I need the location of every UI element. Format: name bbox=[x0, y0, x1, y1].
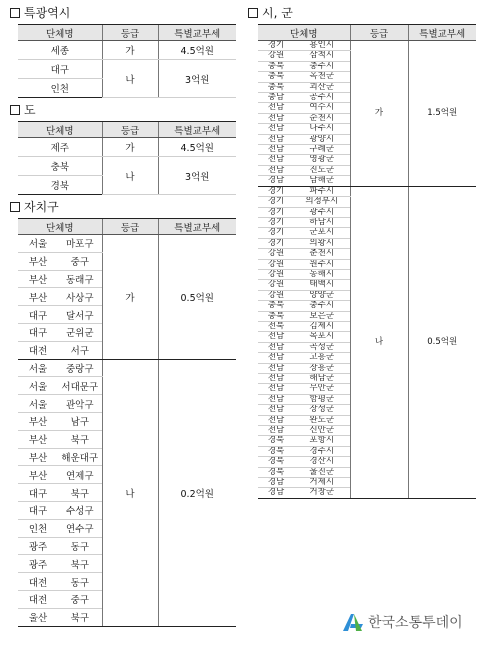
cell-grade: 나 bbox=[102, 60, 158, 98]
cell-unit: 거제시 bbox=[294, 478, 350, 488]
cell-unit: 마포구 bbox=[58, 235, 102, 253]
col-header-tax: 특별교부세 bbox=[158, 219, 236, 235]
cell-region: 경남 bbox=[258, 478, 294, 488]
cell-region: 전남 bbox=[258, 384, 294, 394]
cell-region: 경남 bbox=[258, 488, 294, 498]
cell-region: 전남 bbox=[258, 332, 294, 342]
section-title-city bbox=[248, 6, 293, 20]
section-title-district bbox=[10, 200, 59, 214]
checkbox-icon bbox=[10, 105, 20, 115]
cell-unit: 무안군 bbox=[294, 384, 350, 394]
cell-grade: 나 bbox=[350, 186, 408, 498]
cell-unit: 의정부시 bbox=[294, 197, 350, 207]
cell-unit: 충주시 bbox=[294, 61, 350, 71]
cell-unit: 곡성군 bbox=[294, 342, 350, 352]
cell-region: 대전 bbox=[18, 590, 58, 608]
cell-region: 전남 bbox=[258, 405, 294, 415]
cell-region: 충북 bbox=[258, 301, 294, 311]
cell-unit: 경주시 bbox=[294, 446, 350, 456]
cell-unit: 북구 bbox=[58, 555, 102, 573]
cell-unit: 동구 bbox=[58, 573, 102, 591]
cell-tax: 3억원 bbox=[158, 60, 236, 98]
cell-region: 경북 bbox=[258, 467, 294, 477]
header-row bbox=[18, 219, 236, 235]
cell-unit: 수성구 bbox=[58, 501, 102, 519]
cell-unit: 거창군 bbox=[294, 488, 350, 498]
col-header-tax: 특별교부세 bbox=[158, 122, 236, 138]
cell-name: 제주 bbox=[18, 138, 102, 157]
section-title-text: 시, 군 bbox=[262, 6, 293, 20]
col-header-tax: 특별교부세 bbox=[158, 25, 236, 41]
cell-region: 강원 bbox=[258, 249, 294, 259]
col-header-name: 단체명 bbox=[258, 25, 350, 41]
cell-unit: 달서구 bbox=[58, 306, 102, 324]
cell-region: 전남 bbox=[258, 353, 294, 363]
table-row bbox=[18, 41, 236, 60]
cell-region: 부산 bbox=[18, 288, 58, 306]
cell-unit: 해운대구 bbox=[58, 448, 102, 466]
cell-unit: 연수구 bbox=[58, 519, 102, 537]
district-table bbox=[18, 218, 236, 627]
cell-unit: 용인시 bbox=[294, 41, 350, 51]
col-header-grade: 등급 bbox=[102, 122, 158, 138]
cell-unit: 중구 bbox=[58, 590, 102, 608]
cell-unit: 보은군 bbox=[294, 311, 350, 321]
cell-region: 경북 bbox=[258, 446, 294, 456]
cell-unit: 영광군 bbox=[294, 155, 350, 165]
cell-unit: 춘천시 bbox=[294, 249, 350, 259]
cell-unit: 옥천군 bbox=[294, 72, 350, 82]
col-header-grade: 등급 bbox=[102, 25, 158, 41]
metro-table bbox=[18, 24, 236, 98]
table-row bbox=[18, 359, 236, 377]
cell-region: 강원 bbox=[258, 269, 294, 279]
header-row bbox=[18, 122, 236, 138]
cell-unit: 완도군 bbox=[294, 415, 350, 425]
cell-unit: 광양시 bbox=[294, 134, 350, 144]
cell-name: 대구 bbox=[18, 60, 102, 79]
cell-unit: 중랑구 bbox=[58, 359, 102, 377]
cell-tax: 1.5억원 bbox=[408, 41, 476, 187]
cell-region: 충북 bbox=[258, 311, 294, 321]
city-table bbox=[258, 24, 476, 499]
cell-grade: 가 bbox=[102, 41, 158, 60]
checkbox-icon bbox=[248, 8, 258, 18]
cell-region: 전남 bbox=[258, 103, 294, 113]
watermark-text: 한국소통투데이 bbox=[368, 615, 463, 631]
cell-unit: 목포시 bbox=[294, 332, 350, 342]
cell-region: 전남 bbox=[258, 124, 294, 134]
cell-region: 서울 bbox=[18, 235, 58, 253]
cell-unit: 남구 bbox=[58, 412, 102, 430]
cell-region: 경기 bbox=[258, 238, 294, 248]
cell-unit: 관악구 bbox=[58, 395, 102, 413]
table-row bbox=[18, 138, 236, 157]
col-header-grade: 등급 bbox=[350, 25, 408, 41]
cell-region: 부산 bbox=[18, 430, 58, 448]
section-title-province bbox=[10, 103, 36, 117]
cell-unit: 함평군 bbox=[294, 394, 350, 404]
cell-unit: 북구 bbox=[58, 484, 102, 502]
cell-region: 경기 bbox=[258, 207, 294, 217]
cell-region: 전남 bbox=[258, 134, 294, 144]
cell-region: 강원 bbox=[258, 259, 294, 269]
cell-unit: 신안군 bbox=[294, 426, 350, 436]
table-row bbox=[258, 41, 476, 51]
cell-unit: 포항시 bbox=[294, 436, 350, 446]
cell-unit: 김제시 bbox=[294, 321, 350, 331]
cell-unit: 양양군 bbox=[294, 290, 350, 300]
cell-grade: 나 bbox=[102, 157, 158, 195]
watermark bbox=[342, 612, 463, 632]
cell-region: 강원 bbox=[258, 280, 294, 290]
cell-unit: 하남시 bbox=[294, 217, 350, 227]
logo-icon bbox=[342, 612, 364, 632]
cell-region: 부산 bbox=[18, 448, 58, 466]
cell-unit: 파주시 bbox=[294, 186, 350, 196]
cell-region: 부산 bbox=[18, 466, 58, 484]
cell-unit: 남해군 bbox=[294, 176, 350, 186]
cell-unit: 군포시 bbox=[294, 228, 350, 238]
cell-name: 인천 bbox=[18, 79, 102, 98]
cell-unit: 장성군 bbox=[294, 405, 350, 415]
table-row bbox=[258, 186, 476, 196]
cell-region: 강원 bbox=[258, 51, 294, 61]
table-row bbox=[18, 235, 236, 253]
section-title-text: 특광역시 bbox=[24, 6, 71, 20]
cell-tax: 4.5억원 bbox=[158, 41, 236, 60]
cell-region: 울산 bbox=[18, 608, 58, 626]
cell-region: 경남 bbox=[258, 176, 294, 186]
col-header-name: 단체명 bbox=[18, 219, 102, 235]
cell-region: 전북 bbox=[258, 321, 294, 331]
cell-region: 경기 bbox=[258, 197, 294, 207]
cell-grade: 가 bbox=[350, 41, 408, 187]
cell-grade: 나 bbox=[102, 359, 158, 626]
cell-region: 전남 bbox=[258, 165, 294, 175]
cell-region: 경기 bbox=[258, 217, 294, 227]
cell-region: 충남 bbox=[258, 93, 294, 103]
cell-unit: 원주시 bbox=[294, 259, 350, 269]
table-row bbox=[18, 60, 236, 79]
table-row bbox=[18, 157, 236, 176]
cell-unit: 고흥군 bbox=[294, 353, 350, 363]
cell-region: 경북 bbox=[258, 436, 294, 446]
col-header-grade: 등급 bbox=[102, 219, 158, 235]
cell-unit: 광주시 bbox=[294, 207, 350, 217]
cell-region: 대구 bbox=[18, 484, 58, 502]
cell-region: 전남 bbox=[258, 415, 294, 425]
cell-unit: 의왕시 bbox=[294, 238, 350, 248]
cell-grade: 가 bbox=[102, 138, 158, 157]
cell-unit: 연제구 bbox=[58, 466, 102, 484]
cell-tax: 4.5억원 bbox=[158, 138, 236, 157]
cell-region: 부산 bbox=[18, 412, 58, 430]
cell-region: 부산 bbox=[18, 270, 58, 288]
cell-unit: 울진군 bbox=[294, 467, 350, 477]
cell-region: 전남 bbox=[258, 145, 294, 155]
cell-unit: 삼척시 bbox=[294, 51, 350, 61]
cell-region: 충북 bbox=[258, 72, 294, 82]
cell-unit: 서구 bbox=[58, 341, 102, 359]
cell-grade: 가 bbox=[102, 235, 158, 360]
cell-unit: 괴산군 bbox=[294, 82, 350, 92]
cell-region: 전남 bbox=[258, 113, 294, 123]
cell-tax: 0.2억원 bbox=[158, 359, 236, 626]
cell-unit: 중구 bbox=[58, 252, 102, 270]
cell-region: 전남 bbox=[258, 374, 294, 384]
cell-region: 경북 bbox=[258, 457, 294, 467]
cell-region: 광주 bbox=[18, 537, 58, 555]
cell-region: 대전 bbox=[18, 341, 58, 359]
section-title-metro bbox=[10, 6, 70, 20]
cell-region: 전남 bbox=[258, 363, 294, 373]
cell-unit: 동래구 bbox=[58, 270, 102, 288]
cell-unit: 해남군 bbox=[294, 374, 350, 384]
checkbox-icon bbox=[10, 202, 20, 212]
col-header-tax: 특별교부세 bbox=[408, 25, 476, 41]
cell-unit: 서대문구 bbox=[58, 377, 102, 395]
cell-region: 서울 bbox=[18, 377, 58, 395]
cell-tax: 3억원 bbox=[158, 157, 236, 195]
cell-unit: 동해시 bbox=[294, 269, 350, 279]
cell-region: 경기 bbox=[258, 41, 294, 51]
header-row bbox=[258, 25, 476, 41]
cell-region: 대전 bbox=[18, 573, 58, 591]
cell-region: 광주 bbox=[18, 555, 58, 573]
cell-region: 서울 bbox=[18, 395, 58, 413]
cell-unit: 나주시 bbox=[294, 124, 350, 134]
cell-unit: 태백시 bbox=[294, 280, 350, 290]
cell-unit: 구례군 bbox=[294, 145, 350, 155]
cell-region: 전남 bbox=[258, 426, 294, 436]
cell-unit: 북구 bbox=[58, 430, 102, 448]
section-title-text: 자치구 bbox=[24, 200, 59, 214]
cell-region: 전남 bbox=[258, 155, 294, 165]
header-row bbox=[18, 25, 236, 41]
cell-unit: 북구 bbox=[58, 608, 102, 626]
cell-unit: 경산시 bbox=[294, 457, 350, 467]
cell-region: 경기 bbox=[258, 186, 294, 196]
checkbox-icon bbox=[10, 8, 20, 18]
cell-region: 전남 bbox=[258, 342, 294, 352]
cell-region: 충북 bbox=[258, 61, 294, 71]
cell-unit: 장흥군 bbox=[294, 363, 350, 373]
cell-tax: 0.5억원 bbox=[408, 186, 476, 498]
cell-name: 충북 bbox=[18, 157, 102, 176]
cell-region: 대구 bbox=[18, 501, 58, 519]
cell-unit: 충주시 bbox=[294, 301, 350, 311]
col-header-name: 단체명 bbox=[18, 122, 102, 138]
cell-unit: 공주시 bbox=[294, 93, 350, 103]
cell-unit: 여수시 bbox=[294, 103, 350, 113]
cell-region: 전남 bbox=[258, 394, 294, 404]
cell-unit: 진도군 bbox=[294, 165, 350, 175]
province-table bbox=[18, 121, 236, 195]
cell-unit: 사상구 bbox=[58, 288, 102, 306]
cell-region: 강원 bbox=[258, 290, 294, 300]
cell-region: 인천 bbox=[18, 519, 58, 537]
cell-name: 세종 bbox=[18, 41, 102, 60]
cell-tax: 0.5억원 bbox=[158, 235, 236, 360]
cell-region: 대구 bbox=[18, 323, 58, 341]
cell-region: 부산 bbox=[18, 252, 58, 270]
cell-region: 충북 bbox=[258, 82, 294, 92]
cell-region: 서울 bbox=[18, 359, 58, 377]
section-title-text: 도 bbox=[24, 103, 36, 117]
cell-unit: 군위군 bbox=[58, 323, 102, 341]
cell-unit: 순천시 bbox=[294, 113, 350, 123]
cell-region: 대구 bbox=[18, 306, 58, 324]
cell-unit: 동구 bbox=[58, 537, 102, 555]
col-header-name: 단체명 bbox=[18, 25, 102, 41]
cell-region: 경기 bbox=[258, 228, 294, 238]
cell-name: 경북 bbox=[18, 176, 102, 195]
